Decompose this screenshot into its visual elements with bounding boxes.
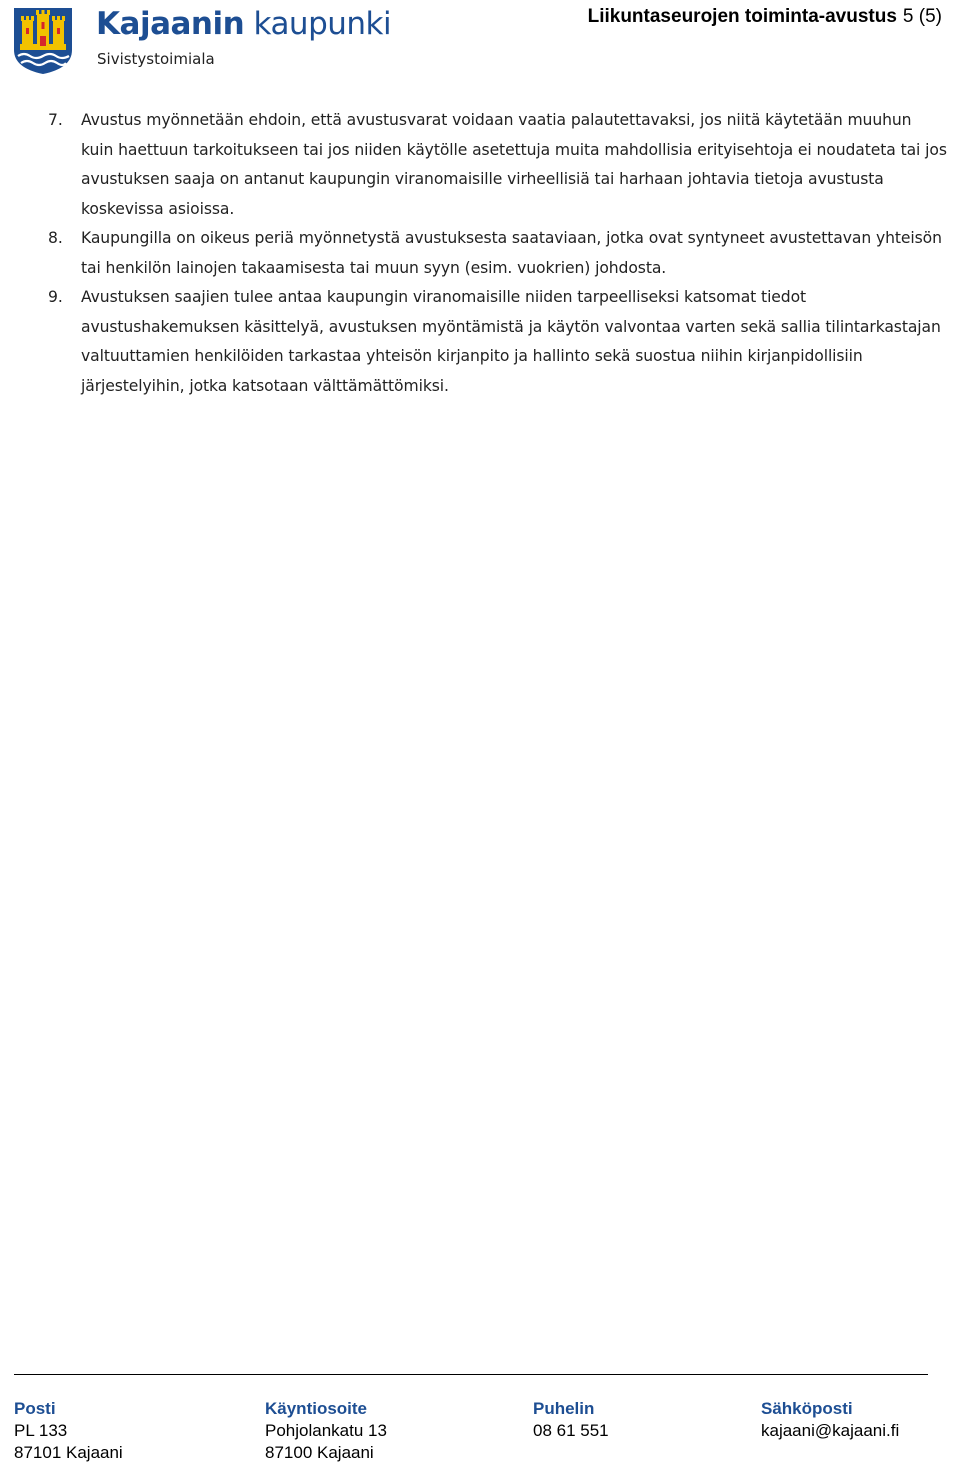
footer-phone	[533, 1398, 609, 1442]
list-item-text: Kaupungilla on oikeus periä myönnetystä avustuksesta saataviaan, jotka ovat syntyneet avustettavan yhteisön tai henkilön lainojen takaamisesta tai muun syyn (esim. vuokrien) johdosta.	[81, 229, 942, 277]
footer-email	[761, 1398, 899, 1442]
brand-name-light: kaupunki	[253, 6, 392, 42]
footer-post	[14, 1398, 123, 1464]
terms-list	[48, 106, 948, 401]
footer-post-line2: 87101 Kajaani	[14, 1443, 123, 1462]
list-item-text: Avustuksen saajien tulee antaa kaupungin viranomaisille niiden tarpeelliseksi katsomat tiedot avustushakemuksen käsittelyä, avustuksen myöntämistä ja käytön valvontaa varten sekä sallia tilintarkastajan valtuuttamien henkilöiden tarkastaa yhteisön kirjanpito ja hallinto sekä suostua niihin kirjanpidollisiin järjestelyihin, jotka katsotaan välttämättömiksi.	[81, 288, 941, 395]
brand-subtitle: Sivistystoimiala	[97, 50, 215, 68]
footer-post-line1: PL 133	[14, 1421, 68, 1440]
footer-email-line1: kajaani@kajaani.fi	[761, 1421, 900, 1440]
page-header	[0, 0, 960, 90]
list-item-text: Avustus myönnetään ehdoin, että avustusvarat voidaan vaatia palautettavaksi, jos niitä käytetään muuhun kuin haettuun tarkoitukseen tai jos niiden käytölle asetettuja muita mahdollisia erityisehtoja ei noudateta tai jos avustuksen saaja on antanut kaupungin viranomaisille virheellisiä tai harhaan johtavia tietoja avustusta koskevissa asioissa.	[81, 111, 947, 218]
footer-visit-line1: Pohjolankatu 13	[265, 1421, 387, 1440]
footer-visit-heading: Käyntiosoite	[265, 1399, 368, 1418]
footer-divider	[14, 1374, 928, 1375]
list-item-number: 8.	[48, 229, 63, 247]
document-title	[588, 6, 942, 28]
footer-post-heading: Posti	[14, 1399, 56, 1418]
footer-phone-line1: 08 61 551	[533, 1421, 609, 1440]
brand-name-bold: Kajaanin	[96, 6, 245, 42]
list-item	[48, 224, 948, 283]
list-item-number: 7.	[48, 111, 63, 129]
brand-name	[96, 6, 391, 42]
list-item	[48, 283, 948, 401]
footer-email-heading: Sähköposti	[761, 1399, 853, 1418]
list-item-number: 9.	[48, 288, 63, 306]
footer-phone-heading: Puhelin	[533, 1399, 595, 1418]
footer-visit	[265, 1398, 387, 1464]
document-title-text: Liikuntaseurojen toiminta-avustus	[587, 6, 897, 27]
page-indicator: 5 (5)	[902, 6, 942, 27]
list-item	[48, 106, 948, 224]
city-crest-logo	[12, 6, 74, 76]
footer-visit-line2: 87100 Kajaani	[265, 1443, 374, 1462]
